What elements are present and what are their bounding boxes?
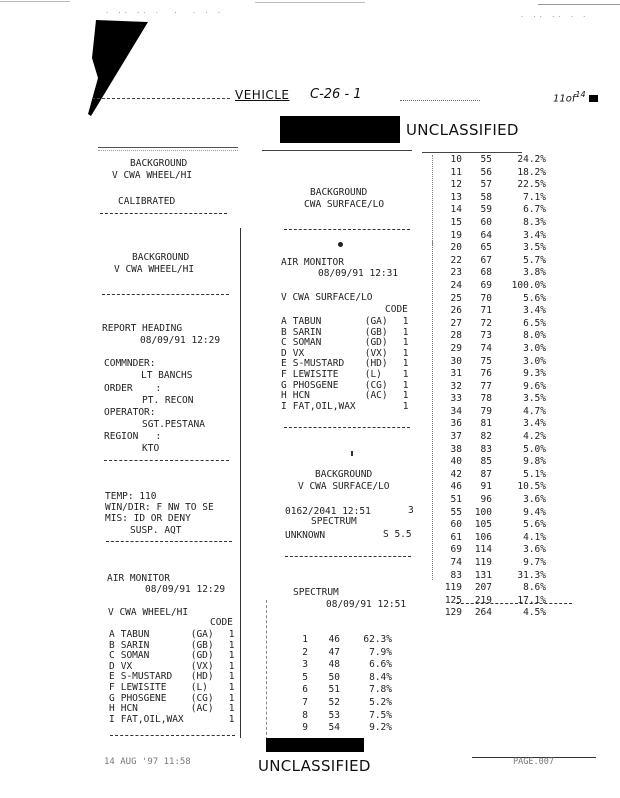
strip-top-edge <box>98 150 238 151</box>
divider <box>106 541 232 542</box>
divider <box>102 294 229 295</box>
spectrum-row: 129 264 4.5% <box>444 607 546 619</box>
agent-row: C SOMAN (GD) 1 <box>109 650 235 662</box>
spectrum-row: 74 119 9.7% <box>450 557 546 568</box>
agent-row: G PHOSGENE (CG) 1 <box>109 692 235 704</box>
print-speck-icon <box>351 451 353 456</box>
print-speck-icon <box>338 242 343 247</box>
agent-row: B SARIN (GB) 1 <box>109 639 235 651</box>
spectrum-row: 36 81 3.4% <box>450 418 546 430</box>
spectrum-row: 51 96 3.6% <box>450 494 546 506</box>
agent-row: C SOMAN (GD) 1 <box>281 337 409 349</box>
middle-strip-left-border <box>266 600 267 740</box>
spectrum-row: 32 77 9.6% <box>450 380 546 392</box>
spectrum-row: 69 114 3.6% <box>450 544 546 556</box>
spectrum-row: 61 106 4.1% <box>450 531 546 543</box>
spectrum-row: 20 65 3.5% <box>450 242 546 254</box>
spectrum-row: 2 47 7.9% <box>302 646 392 658</box>
wind-line: WIN/DIR: F NW TO SE <box>105 502 214 513</box>
spectrum-row: 125 219 17.1% <box>444 594 546 606</box>
divider <box>284 229 410 230</box>
divider <box>110 735 235 736</box>
faint-scan-header-right: · ·· ·· · · <box>520 13 589 21</box>
spectrum-row: 26 71 3.4% <box>450 305 546 317</box>
report-heading: REPORT HEADING <box>102 323 183 334</box>
spectrum-row: 5 50 8.4% <box>302 671 392 683</box>
agent-row: E S-MUSTARD (HD) 1 <box>281 358 409 370</box>
divider <box>104 460 229 461</box>
commander-value: LT BANCHS <box>141 370 193 381</box>
spectrum-row: 7 52 5.2% <box>302 696 392 708</box>
mid-code-header: CODE <box>385 304 408 315</box>
spectrum-table-part1 <box>298 633 394 736</box>
spectrum-row: 12 57 22.5% <box>450 179 546 191</box>
spectrum-row: 83 131 31.3% <box>450 569 546 581</box>
mid-bg2-subtitle: V CWA SURFACE/LO <box>298 481 390 492</box>
spectrum-row: 24 69 100.0% <box>450 279 546 291</box>
left-agent-table <box>109 630 234 725</box>
bg2-title: BACKGROUND <box>132 252 190 263</box>
commander-label: COMMNDER: <box>104 358 156 369</box>
divider <box>284 427 410 428</box>
spectrum-row: 38 83 5.0% <box>450 443 546 455</box>
operator-label: OPERATOR: <box>104 407 156 418</box>
page-note-super: 14 <box>575 90 586 99</box>
spectrum-row: 119 207 8.6% <box>444 582 546 594</box>
divider <box>100 213 227 214</box>
left-air-monitor-title: AIR MONITOR <box>107 573 170 584</box>
agent-row: D VX (VX) 1 <box>109 660 235 672</box>
classification-top: UNCLASSIFIED <box>406 121 519 139</box>
bg1-subtitle: V CWA WHEEL/HI <box>112 170 193 181</box>
redaction-bar-top <box>280 116 400 143</box>
top-edge-line <box>255 2 365 3</box>
divider <box>456 603 572 604</box>
bg1-status: CALIBRATED <box>118 196 176 207</box>
agent-row: I FAT,OIL,WAX 1 <box>281 400 409 412</box>
spectrum-row: 25 70 5.6% <box>450 292 546 304</box>
report-datetime: 08/09/91 12:29 <box>140 335 221 346</box>
agent-row: E S-MUSTARD (HD) 1 <box>109 671 235 683</box>
spectrum-row: 13 58 7.1% <box>450 191 546 203</box>
mid-air-monitor-mode: V CWA SURFACE/LO <box>281 292 373 303</box>
spectrum-datetime: 08/09/91 12:51 <box>326 599 407 610</box>
page-note-text: 11of <box>553 93 576 105</box>
agent-row: A TABUN (GA) 1 <box>281 316 409 327</box>
agent-row: I FAT,OIL,WAX 1 <box>109 713 235 725</box>
spectrum-row: 28 73 8.0% <box>450 330 546 342</box>
spectrum-row: 11 56 18.2% <box>450 166 546 178</box>
spectrum-row: 46 91 10.5% <box>450 481 546 493</box>
spectrum-row: 30 75 3.0% <box>450 355 546 367</box>
spectrum-row: 9 54 9.2% <box>302 722 392 734</box>
spectrum-row: 37 82 4.2% <box>450 431 546 443</box>
spectrum-row: 29 74 3.0% <box>450 342 546 354</box>
spectrum-row: 27 72 6.5% <box>450 317 546 329</box>
spectrum-row: 31 76 9.3% <box>450 368 546 380</box>
spectrum-row: 3 48 6.6% <box>302 659 392 671</box>
page-number: PAGE.007 <box>513 757 554 767</box>
spectrum-row: 60 105 5.6% <box>450 519 546 531</box>
divider <box>285 556 411 557</box>
redaction-bar-bottom <box>266 738 364 752</box>
order-value: PT. RECON <box>142 395 194 406</box>
spectrum-row: 6 51 7.8% <box>302 684 392 696</box>
region-value: KTO <box>142 443 160 454</box>
mid-agent-table <box>281 317 408 412</box>
vehicle-id: C-26 - 1 <box>310 87 362 102</box>
mid-result-label: UNKNOWN <box>285 530 326 541</box>
left-code-header: CODE <box>210 617 233 628</box>
mid-spectrum-label: SPECTRUM <box>311 516 357 527</box>
spectrum-row: 33 78 3.5% <box>450 393 546 405</box>
agent-row: F LEWISITE (L) 1 <box>109 681 235 693</box>
left-air-monitor-mode: V CWA WHEEL/HI <box>108 607 189 618</box>
order-label: ORDER : <box>104 383 162 394</box>
bg1-title: BACKGROUND <box>130 158 188 169</box>
mid-bg2-title: BACKGROUND <box>315 469 373 480</box>
spectrum-row: 15 60 8.3% <box>450 216 546 228</box>
left-air-monitor-datetime: 08/09/91 12:29 <box>145 584 226 595</box>
footer-timestamp: 14 AUG '97 11:58 <box>104 757 191 767</box>
spectrum-row: 19 64 3.4% <box>450 229 546 241</box>
agent-row: H HCN (AC) 1 <box>281 390 409 402</box>
spectrum-row: 1 46 62.3% <box>302 634 392 645</box>
top-edge-line <box>0 1 70 2</box>
spectrum-table-part2 <box>440 153 548 621</box>
spectrum-row: 8 53 7.5% <box>302 709 392 721</box>
mission-cont-line: SUSP. AQT <box>130 525 182 536</box>
left-strip-border <box>240 228 241 738</box>
spectrum-row: 14 59 6.7% <box>450 204 546 216</box>
operator-value: SGT.PESTANA <box>142 419 205 430</box>
header-dotted-line <box>400 100 480 101</box>
agent-row: H HCN (AC) 1 <box>109 703 235 715</box>
handwritten-mark-icon <box>589 95 598 102</box>
agent-row: F LEWISITE (L) 1 <box>281 368 409 380</box>
mid-result-value: S 5.5 <box>383 529 412 540</box>
vehicle-label: VEHICLE <box>235 88 290 102</box>
mid-air-monitor-datetime: 08/09/91 12:31 <box>318 268 399 279</box>
spectrum-row: 55 100 9.4% <box>450 506 546 518</box>
spectrum-title: SPECTRUM <box>293 587 339 598</box>
spectrum-row: 22 67 5.7% <box>450 254 546 266</box>
agent-row: G PHOSGENE (CG) 1 <box>281 379 409 391</box>
agent-row: B SARIN (GB) 1 <box>281 326 409 338</box>
mid-id-line: 0162/2041 12:51 <box>285 506 371 517</box>
temp-line: TEMP: 110 <box>105 491 157 502</box>
mid-bg1-title: BACKGROUND <box>310 187 368 198</box>
header-underline <box>98 147 238 148</box>
agent-row: D VX (VX) 1 <box>281 347 409 359</box>
mid-air-monitor-title: AIR MONITOR <box>281 257 344 268</box>
middle-strip-right-border <box>432 240 433 580</box>
mid-id-count: 3 <box>408 505 414 516</box>
top-edge-line <box>538 4 620 5</box>
spectrum-row: 42 87 5.1% <box>450 468 546 480</box>
vehicle-dotted-line <box>92 98 230 99</box>
spectrum-row: 34 79 4.7% <box>450 405 546 417</box>
spectrum-row: 40 85 9.8% <box>450 456 546 468</box>
mid-bg1-subtitle: CWA SURFACE/LO <box>304 199 385 210</box>
spectrum-row: 10 55 24.2% <box>450 154 546 165</box>
mission-line: MIS: ID OR DENY <box>105 513 191 524</box>
spectrum-row: 23 68 3.8% <box>450 267 546 279</box>
bg2-subtitle: V CWA WHEEL/HI <box>114 264 195 275</box>
redaction-triangle-icon <box>86 18 152 118</box>
region-label: REGION : <box>104 431 162 442</box>
agent-row: A TABUN (GA) 1 <box>109 629 235 640</box>
classification-bottom: UNCLASSIFIED <box>258 757 371 775</box>
middle-strip-top-edge <box>262 150 412 151</box>
right-strip-left-border <box>432 155 433 245</box>
faint-scan-header-left: · ·· ·· · · · · · <box>105 9 224 17</box>
page-note <box>553 90 598 104</box>
